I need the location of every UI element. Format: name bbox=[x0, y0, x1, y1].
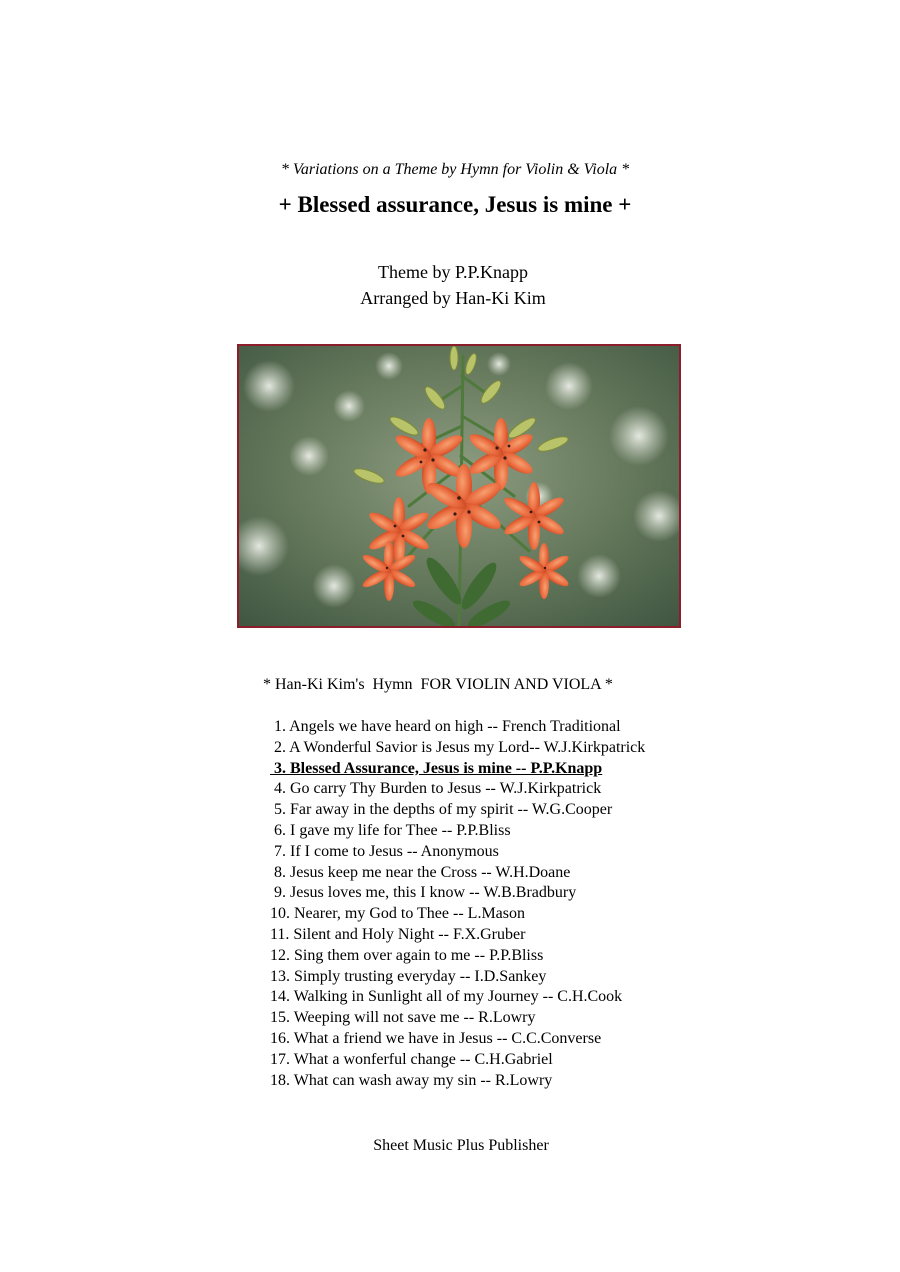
hymn-list-item: 17. What a wonferful change -- C.H.Gabriel bbox=[270, 1050, 553, 1068]
hymn-list-item: 10. Nearer, my God to Thee -- L.Mason bbox=[270, 905, 525, 923]
hymn-list-item: 15. Weeping will not save me -- R.Lowry bbox=[270, 1009, 536, 1027]
hymn-list-item: 11. Silent and Holy Night -- F.X.Gruber bbox=[270, 925, 526, 943]
hymn-list-item: 7. If I come to Jesus -- Anonymous bbox=[270, 842, 499, 860]
hymn-list-item: 16. What a friend we have in Jesus -- C.C.Converse bbox=[270, 1029, 602, 1047]
cover-photo bbox=[237, 344, 681, 628]
hymn-list-item: 6. I gave my life for Thee -- P.P.Bliss bbox=[270, 821, 511, 839]
publisher-name: Sheet Music Plus Publisher bbox=[373, 1137, 549, 1154]
cover-subtitle: * Variations on a Theme by Hymn for Violin & Viola * bbox=[280, 161, 630, 178]
theme-credit: Theme by P.P.Knapp bbox=[378, 262, 528, 282]
arranger-credit: Arranged by Han-Ki Kim bbox=[360, 288, 546, 308]
cover-title: + Blessed assurance, Jesus is mine + bbox=[278, 192, 632, 217]
hymn-list-item: 8. Jesus keep me near the Cross -- W.H.Doane bbox=[270, 863, 571, 881]
hymn-list bbox=[270, 717, 645, 1091]
hymn-list-item: 18. What can wash away my sin -- R.Lowry bbox=[270, 1071, 553, 1089]
hymn-list-item: 13. Simply trusting everyday -- I.D.Sankey bbox=[270, 967, 547, 985]
hymn-list-item: 2. A Wonderful Savior is Jesus my Lord-- W.J.Kirkpatrick bbox=[270, 738, 646, 756]
tiger-lily-illustration bbox=[239, 346, 679, 626]
hymn-list-item: 4. Go carry Thy Burden to Jesus -- W.J.Kirkpatrick bbox=[270, 780, 602, 798]
credits-block bbox=[0, 259, 900, 311]
hymn-list-item: 5. Far away in the depths of my spirit -- W.G.Cooper bbox=[270, 801, 613, 819]
hymn-list-item: 1. Angels we have heard on high -- French Traditional bbox=[270, 718, 621, 735]
hymn-list-item: 9. Jesus loves me, this I know -- W.B.Bradbury bbox=[270, 884, 577, 902]
hymn-list-item: 14. Walking in Sunlight all of my Journey -- C.H.Cook bbox=[270, 988, 623, 1006]
series-heading: * Han-Ki Kim's Hymn FOR VIOLIN AND VIOLA * bbox=[263, 676, 613, 693]
hymn-list-item-current: 3. Blessed Assurance, Jesus is mine -- P.P.Knapp bbox=[270, 759, 603, 777]
hymn-list-item: 12. Sing them over again to me -- P.P.Bliss bbox=[270, 946, 544, 964]
